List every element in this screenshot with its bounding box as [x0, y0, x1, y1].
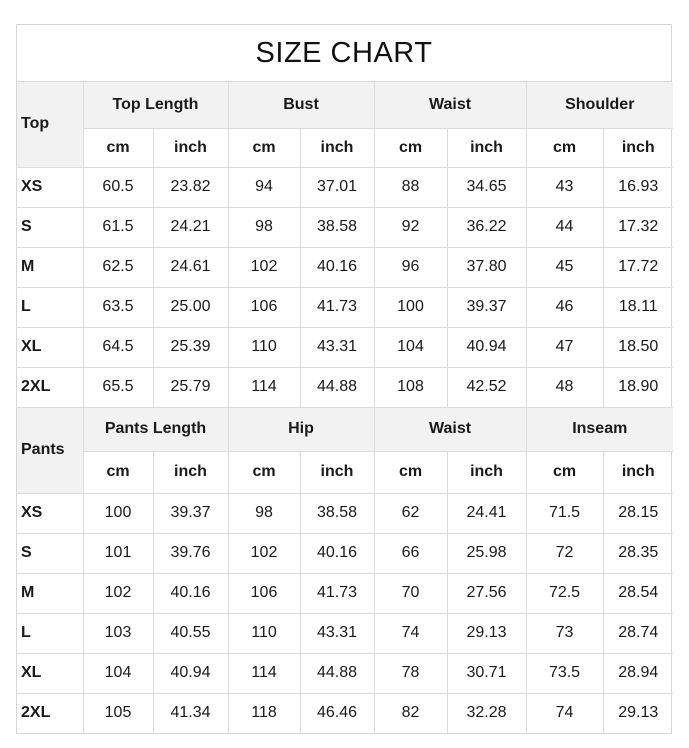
size-label: XL — [17, 653, 83, 693]
measurement-cell: 65.5 — [83, 367, 153, 407]
measurement-cell: 36.22 — [447, 207, 526, 247]
measurement-cell: 28.54 — [603, 573, 673, 613]
unit-header: inch — [300, 451, 374, 493]
measurement-cell: 40.16 — [153, 573, 228, 613]
measurement-cell: 98 — [228, 207, 300, 247]
measurement-cell: 39.76 — [153, 533, 228, 573]
measurement-cell: 28.94 — [603, 653, 673, 693]
measurement-cell: 40.16 — [300, 247, 374, 287]
measurement-cell: 104 — [374, 327, 447, 367]
unit-header: inch — [603, 128, 673, 167]
measurement-cell: 110 — [228, 613, 300, 653]
measurement-cell: 45 — [526, 247, 603, 287]
chart-title: SIZE CHART — [17, 25, 671, 82]
table-row — [17, 287, 673, 327]
measurement-cell: 17.32 — [603, 207, 673, 247]
measurement-group-header: Waist — [374, 407, 526, 451]
measurement-cell: 74 — [374, 613, 447, 653]
measurement-cell: 41.73 — [300, 287, 374, 327]
size-label: XS — [17, 167, 83, 207]
measurement-cell: 72.5 — [526, 573, 603, 613]
size-label: XS — [17, 493, 83, 533]
measurement-cell: 106 — [228, 573, 300, 613]
measurement-cell: 103 — [83, 613, 153, 653]
size-label: M — [17, 573, 83, 613]
measurement-cell: 34.65 — [447, 167, 526, 207]
top-group-header-row — [17, 82, 673, 128]
size-label: M — [17, 247, 83, 287]
measurement-cell: 88 — [374, 167, 447, 207]
measurement-cell: 44.88 — [300, 653, 374, 693]
measurement-cell: 39.37 — [153, 493, 228, 533]
measurement-cell: 94 — [228, 167, 300, 207]
measurement-cell: 62 — [374, 493, 447, 533]
table-row — [17, 573, 673, 613]
measurement-cell: 114 — [228, 653, 300, 693]
measurement-cell: 18.50 — [603, 327, 673, 367]
measurement-cell: 118 — [228, 693, 300, 733]
measurement-cell: 29.13 — [603, 693, 673, 733]
measurement-cell: 29.13 — [447, 613, 526, 653]
top-section-label: Top — [17, 82, 83, 167]
unit-header: cm — [228, 128, 300, 167]
unit-header: inch — [153, 451, 228, 493]
measurement-cell: 63.5 — [83, 287, 153, 327]
measurement-cell: 70 — [374, 573, 447, 613]
table-row — [17, 367, 673, 407]
table-row — [17, 327, 673, 367]
unit-header: inch — [153, 128, 228, 167]
measurement-cell: 17.72 — [603, 247, 673, 287]
measurement-cell: 105 — [83, 693, 153, 733]
measurement-group-header: Hip — [228, 407, 374, 451]
measurement-cell: 18.11 — [603, 287, 673, 327]
measurement-cell: 71.5 — [526, 493, 603, 533]
table-row — [17, 653, 673, 693]
unit-header: cm — [374, 451, 447, 493]
measurement-cell: 100 — [374, 287, 447, 327]
measurement-group-header: Shoulder — [526, 82, 673, 128]
measurement-cell: 60.5 — [83, 167, 153, 207]
measurement-cell: 101 — [83, 533, 153, 573]
unit-header: inch — [447, 128, 526, 167]
unit-header: cm — [228, 451, 300, 493]
measurement-cell: 25.98 — [447, 533, 526, 573]
measurement-cell: 40.55 — [153, 613, 228, 653]
measurement-cell: 110 — [228, 327, 300, 367]
measurement-cell: 24.21 — [153, 207, 228, 247]
unit-header: inch — [300, 128, 374, 167]
measurement-cell: 38.58 — [300, 207, 374, 247]
measurement-cell: 48 — [526, 367, 603, 407]
measurement-cell: 30.71 — [447, 653, 526, 693]
measurement-cell: 42.52 — [447, 367, 526, 407]
measurement-cell: 41.73 — [300, 573, 374, 613]
measurement-cell: 18.90 — [603, 367, 673, 407]
unit-header: cm — [83, 128, 153, 167]
measurement-group-header: Pants Length — [83, 407, 228, 451]
measurement-group-header: Top Length — [83, 82, 228, 128]
pants-unit-header-row — [17, 451, 673, 493]
measurement-cell: 25.39 — [153, 327, 228, 367]
unit-header: inch — [447, 451, 526, 493]
measurement-cell: 108 — [374, 367, 447, 407]
table-row — [17, 613, 673, 653]
measurement-cell: 64.5 — [83, 327, 153, 367]
measurement-cell: 40.16 — [300, 533, 374, 573]
measurement-cell: 104 — [83, 653, 153, 693]
measurement-cell: 25.79 — [153, 367, 228, 407]
measurement-cell: 62.5 — [83, 247, 153, 287]
measurement-cell: 25.00 — [153, 287, 228, 327]
table-row — [17, 533, 673, 573]
measurement-cell: 98 — [228, 493, 300, 533]
measurement-cell: 37.80 — [447, 247, 526, 287]
measurement-cell: 73.5 — [526, 653, 603, 693]
measurement-cell: 32.28 — [447, 693, 526, 733]
table-row — [17, 207, 673, 247]
measurement-cell: 16.93 — [603, 167, 673, 207]
unit-header: cm — [83, 451, 153, 493]
measurement-cell: 96 — [374, 247, 447, 287]
size-table-body — [17, 82, 673, 733]
top-unit-header-row — [17, 128, 673, 167]
measurement-cell: 43.31 — [300, 613, 374, 653]
measurement-group-header: Bust — [228, 82, 374, 128]
size-table — [17, 82, 673, 733]
measurement-cell: 39.37 — [447, 287, 526, 327]
measurement-cell: 28.35 — [603, 533, 673, 573]
size-label: S — [17, 533, 83, 573]
table-row — [17, 693, 673, 733]
measurement-cell: 24.61 — [153, 247, 228, 287]
unit-header: cm — [526, 128, 603, 167]
measurement-cell: 27.56 — [447, 573, 526, 613]
size-label: S — [17, 207, 83, 247]
measurement-cell: 74 — [526, 693, 603, 733]
measurement-cell: 82 — [374, 693, 447, 733]
measurement-cell: 40.94 — [447, 327, 526, 367]
unit-header: cm — [374, 128, 447, 167]
measurement-group-header: Waist — [374, 82, 526, 128]
measurement-cell: 46 — [526, 287, 603, 327]
measurement-cell: 61.5 — [83, 207, 153, 247]
measurement-cell: 72 — [526, 533, 603, 573]
measurement-cell: 66 — [374, 533, 447, 573]
measurement-cell: 114 — [228, 367, 300, 407]
measurement-cell: 28.15 — [603, 493, 673, 533]
size-label: L — [17, 613, 83, 653]
table-row — [17, 167, 673, 207]
measurement-cell: 37.01 — [300, 167, 374, 207]
measurement-cell: 100 — [83, 493, 153, 533]
table-row — [17, 247, 673, 287]
measurement-cell: 40.94 — [153, 653, 228, 693]
measurement-cell: 44.88 — [300, 367, 374, 407]
measurement-cell: 44 — [526, 207, 603, 247]
size-chart — [16, 24, 672, 734]
measurement-cell: 47 — [526, 327, 603, 367]
size-label: XL — [17, 327, 83, 367]
table-row — [17, 493, 673, 533]
size-label: L — [17, 287, 83, 327]
pants-section-label: Pants — [17, 407, 83, 493]
measurement-cell: 73 — [526, 613, 603, 653]
pants-group-header-row — [17, 407, 673, 451]
measurement-cell: 78 — [374, 653, 447, 693]
measurement-cell: 106 — [228, 287, 300, 327]
measurement-cell: 41.34 — [153, 693, 228, 733]
unit-header: inch — [603, 451, 673, 493]
measurement-cell: 43 — [526, 167, 603, 207]
size-label: 2XL — [17, 367, 83, 407]
size-label: 2XL — [17, 693, 83, 733]
measurement-cell: 102 — [83, 573, 153, 613]
measurement-cell: 92 — [374, 207, 447, 247]
unit-header: cm — [526, 451, 603, 493]
measurement-group-header: Inseam — [526, 407, 673, 451]
measurement-cell: 38.58 — [300, 493, 374, 533]
measurement-cell: 102 — [228, 533, 300, 573]
measurement-cell: 43.31 — [300, 327, 374, 367]
measurement-cell: 102 — [228, 247, 300, 287]
measurement-cell: 28.74 — [603, 613, 673, 653]
measurement-cell: 23.82 — [153, 167, 228, 207]
measurement-cell: 46.46 — [300, 693, 374, 733]
measurement-cell: 24.41 — [447, 493, 526, 533]
